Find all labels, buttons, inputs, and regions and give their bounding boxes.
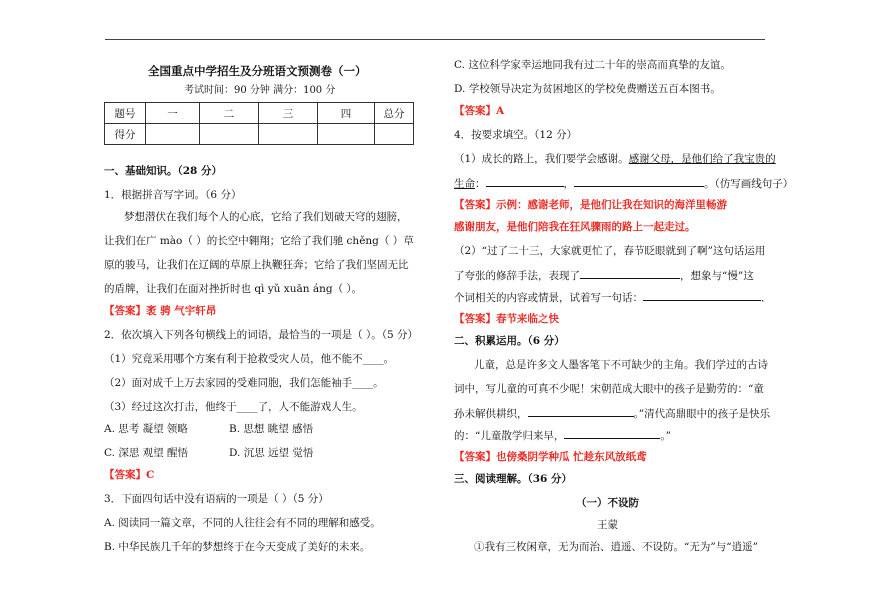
section-2-title: 二、积累运用。（6 分） bbox=[454, 335, 565, 347]
passage-title: （一）不设防 bbox=[576, 497, 639, 509]
poem-line-start: 的：“儿童散学归来早， bbox=[454, 430, 565, 442]
section-2-answer bbox=[454, 450, 647, 464]
q3-option-b[interactable]: B. 中华民族几千年的梦想终于在今天变成了美好的未来。 bbox=[104, 541, 371, 553]
q4-2-text: ，想象与“慢”这 bbox=[680, 270, 754, 282]
answer-text: A bbox=[496, 105, 505, 117]
q2-sentence: （2）面对成千上万去家园的受难同胞，我们怎能袖手____。 bbox=[104, 377, 384, 389]
q1-answer bbox=[104, 304, 216, 318]
q2-title: 2．依次填入下列各句横线上的词语，最恰当的一项是（ ）。（5 分） bbox=[104, 329, 419, 341]
q1-text-line: 让我们在广 mào（ ）的长空中翱翔；它给了我们驰 chěng（ ）草 bbox=[104, 235, 414, 247]
section-2-text-line bbox=[454, 406, 770, 421]
answer-label: 【答案】 bbox=[454, 199, 496, 211]
score-cell: 总分 bbox=[375, 103, 414, 124]
score-cell[interactable] bbox=[259, 124, 318, 145]
answer-text: C bbox=[146, 469, 155, 481]
q4-1-underlined-end: 生命 bbox=[454, 178, 475, 190]
passage-paragraph-1: ①我有三枚闲章，无为而治、逍遥、不设防。“无为”与“逍遥” bbox=[474, 541, 758, 553]
exam-info: 考试时间：90 分钟 满分：100 分 bbox=[184, 85, 336, 96]
answer-label: 【答案】 bbox=[454, 313, 496, 325]
q4-1-answer-line-2: 感谢朋友，是他们陪我在狂风骤雨的路上一起走过。 bbox=[454, 221, 696, 233]
score-cell[interactable] bbox=[200, 124, 259, 145]
answer-text: 示例：感谢老师，是他们让我在知识的海洋里畅游 bbox=[496, 199, 727, 211]
q4-2-line-2 bbox=[454, 268, 754, 283]
answer-text: 春节来临之快 bbox=[496, 313, 559, 325]
q4-title: 4．按要求填空。（12 分） bbox=[454, 129, 578, 141]
q4-1-line bbox=[454, 152, 776, 166]
q3-option-d[interactable]: D. 学校领导决定为贫困地区的学校免费赠送五百本图书。 bbox=[454, 83, 721, 95]
answer-label: 【答案】 bbox=[454, 105, 496, 117]
q2-option-d[interactable]: D. 沉思 远望 觉悟 bbox=[229, 447, 314, 459]
q1-text-line: 的盾牌，让我们在面对挫折时也 qì yǔ xuān áng（ ）。 bbox=[104, 283, 363, 295]
q1-text-line: 原的骏马，让我们在辽阔的草原上执鞭狂奔；它给了我们坚固无比 bbox=[104, 259, 409, 271]
answer-label: 【答案】 bbox=[104, 305, 146, 317]
section-2-text-line: 词中，写儿童的可真不少呢！宋朝范成大眼中的孩子是勤劳的：“童 bbox=[454, 383, 764, 395]
answer-text: 袤 骋 气宇轩昂 bbox=[146, 305, 217, 317]
punctuation: ． bbox=[761, 292, 772, 304]
q4-1-line-2 bbox=[454, 176, 793, 191]
score-cell[interactable] bbox=[318, 124, 375, 145]
q4-2-line: （2）“过了二十三，大家就更忙了，春节眨眼就到了啊”这句话运用 bbox=[454, 245, 766, 257]
answer-label: 【答案】 bbox=[104, 469, 146, 481]
punctuation: 。” bbox=[660, 430, 671, 442]
fill-blank[interactable] bbox=[486, 176, 564, 187]
section-3-title: 三、阅读理解。（36 分） bbox=[454, 473, 573, 485]
answer-text: 也傍桑阴学种瓜 忙趁东风放纸鸢 bbox=[496, 451, 647, 463]
q1-title: 1．根据拼音写字词。（6 分） bbox=[104, 189, 242, 201]
q2-option-b[interactable]: B. 思想 眺望 感悟 bbox=[229, 423, 314, 435]
q2-sentence: （3）经过这次打击，他终于____了，人不能游戏人生。 bbox=[104, 401, 363, 413]
poem-line-start: 孙未解供耕织， bbox=[454, 408, 528, 420]
fill-blank[interactable] bbox=[580, 268, 680, 279]
q3-title: 3．下面四句话中没有语病的一项是（ ）（5 分） bbox=[104, 493, 329, 505]
score-table-header-row bbox=[105, 103, 414, 124]
score-cell: 三 bbox=[259, 103, 318, 124]
score-cell: 题号 bbox=[105, 103, 146, 124]
q4-2-line-3 bbox=[454, 290, 772, 305]
q4-1-underlined-sentence: 感谢父母，是他们给了我宝贵的 bbox=[628, 153, 776, 165]
section-2-text: 。”清代高鼎眼中的孩子是快乐 bbox=[633, 408, 771, 420]
punctuation: ： bbox=[475, 178, 486, 190]
section-2-text-line bbox=[454, 428, 671, 443]
q4-1-prefix: （1）成长的路上，我们要学会感谢。 bbox=[454, 153, 629, 165]
score-cell: 四 bbox=[318, 103, 375, 124]
q2-sentence: （1）究竟采用哪个方案有利于抢救受灾人员，他不能不____。 bbox=[104, 353, 395, 365]
top-rule bbox=[105, 39, 765, 40]
page-title: 全国重点中学招生及分班语文预测卷（一） bbox=[148, 64, 367, 78]
score-cell[interactable] bbox=[375, 124, 414, 145]
score-cell[interactable] bbox=[146, 124, 200, 145]
q2-answer bbox=[104, 468, 154, 482]
fill-blank[interactable] bbox=[564, 428, 660, 439]
section-2-text-line: 儿童，总是许多文人墨客笔下不可缺少的主角。我们学过的古诗 bbox=[474, 359, 768, 371]
section-1-title: 一、基础知识。（28 分） bbox=[104, 165, 223, 177]
q4-1-answer bbox=[454, 198, 727, 212]
passage-author: 王蒙 bbox=[597, 519, 618, 531]
score-cell: 二 bbox=[200, 103, 259, 124]
fill-blank[interactable] bbox=[574, 176, 704, 187]
q4-2-text: 个词相关的内容或情景，试着写一句话： bbox=[454, 292, 643, 304]
score-cell: 一 bbox=[146, 103, 200, 124]
q3-option-a[interactable]: A. 阅读同一篇文章，不同的人往往会有不同的理解和感受。 bbox=[104, 517, 381, 529]
q2-option-c[interactable]: C. 深思 观望 醒悟 bbox=[104, 447, 189, 459]
q3-option-c[interactable]: C. 这位科学家幸运地同我有过二十年的崇高而真挚的友谊。 bbox=[454, 59, 731, 71]
q2-option-a[interactable]: A. 思考 凝望 领略 bbox=[104, 423, 188, 435]
fill-blank[interactable] bbox=[643, 290, 761, 301]
score-table-score-row bbox=[105, 124, 414, 145]
fill-blank[interactable] bbox=[528, 406, 634, 417]
q4-1-instruction: 。（仿写画线句子） bbox=[704, 178, 794, 190]
answer-label: 【答案】 bbox=[454, 451, 496, 463]
q4-2-text: 了夸张的修辞手法，表现了 bbox=[454, 270, 580, 282]
q3-answer bbox=[454, 104, 504, 118]
punctuation: ， bbox=[563, 178, 574, 190]
score-cell: 得分 bbox=[105, 124, 146, 145]
q1-text-line: 梦想潜伏在我们每个人的心底，它给了我们划破天穹的翅膀， bbox=[124, 211, 408, 223]
score-table bbox=[104, 102, 414, 145]
q4-2-answer bbox=[454, 312, 559, 326]
